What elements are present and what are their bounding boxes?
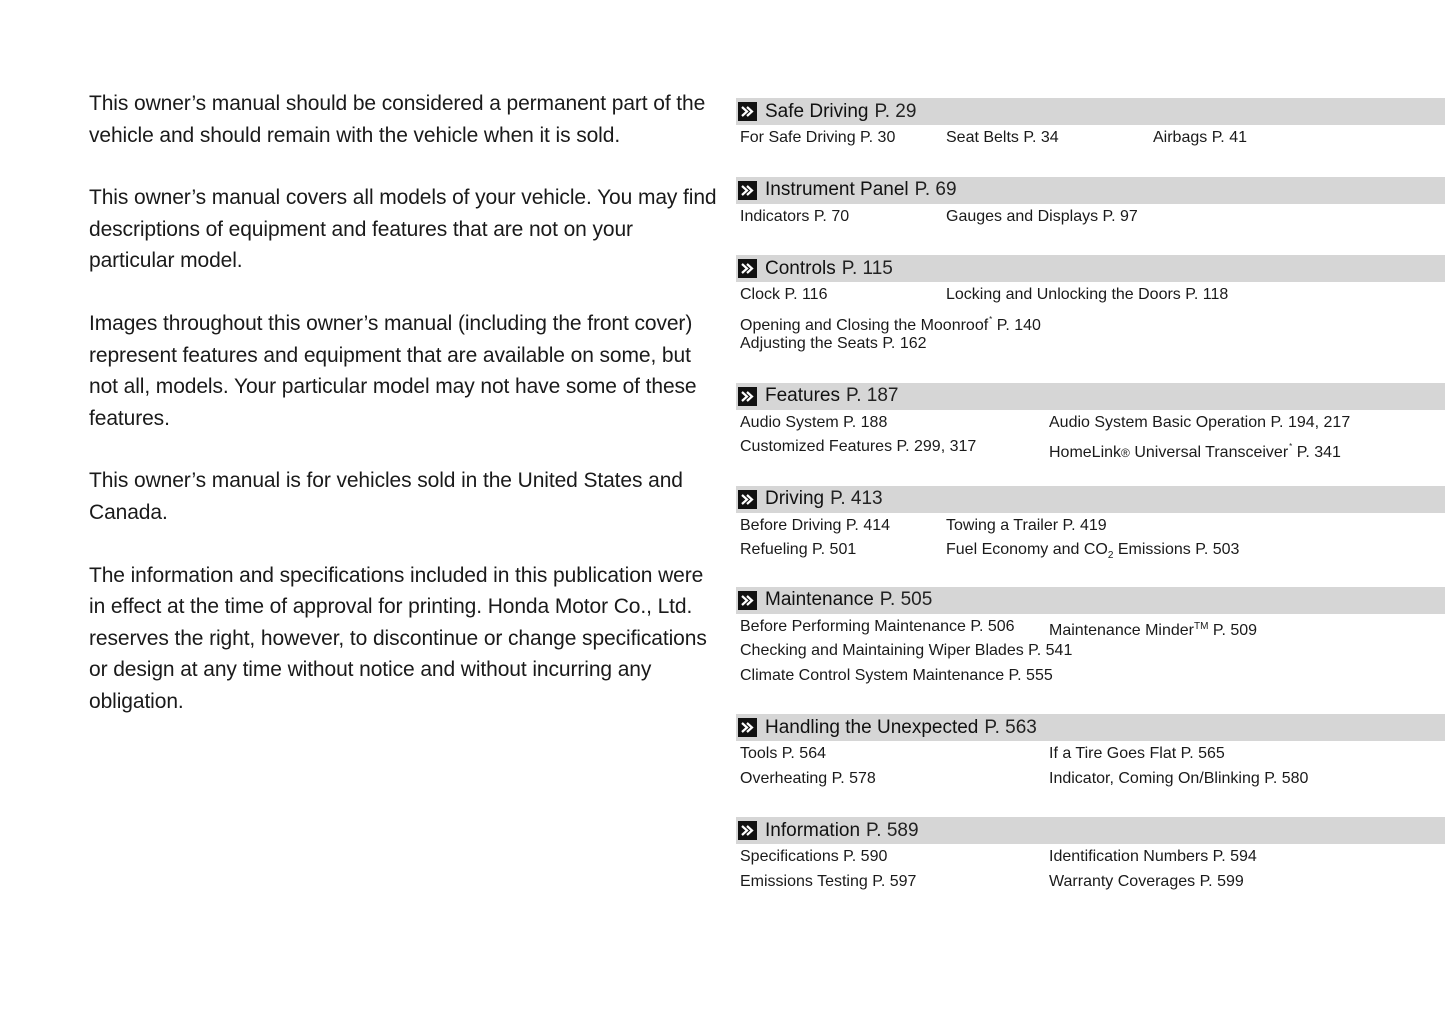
toc-link-text: Maintenance Minder [1049, 621, 1194, 639]
toc-section-features [736, 383, 1445, 460]
toc-link-text: HomeLink [1049, 444, 1122, 461]
toc-section-handling-the-unexpected [736, 714, 1445, 791]
toc-link-text: Universal Transceiver [1134, 444, 1289, 461]
toc-section-header[interactable] [736, 383, 1445, 410]
toc-link[interactable]: Gauges and Displays P. 97 [946, 207, 1138, 225]
toc-section-information [736, 817, 1445, 894]
toc-section-page: P. 413 [830, 488, 883, 509]
asterisk-mark: * [989, 314, 993, 324]
toc-link[interactable]: Customized Features P. 299, 317 [740, 438, 977, 455]
toc-link[interactable]: Warranty Coverages P. 599 [1049, 872, 1244, 890]
toc-link[interactable]: Airbags P. 41 [1153, 129, 1247, 146]
toc-section-header[interactable] [736, 817, 1445, 844]
arrow-right-box-icon [738, 102, 757, 121]
toc-section-header[interactable] [736, 714, 1445, 741]
toc-section-driving [736, 486, 1445, 563]
toc-link-page: Emissions P. 503 [1117, 541, 1240, 558]
toc-section-page: P. 187 [845, 385, 899, 406]
toc-section-title: Instrument Panel [765, 179, 909, 200]
trademark-mark: TM [1193, 620, 1209, 632]
toc-link[interactable]: Checking and Maintaining Wiper Blades P. 541 [740, 642, 1073, 659]
toc-section-page: P. 505 [879, 589, 933, 610]
quick-reference-toc [736, 98, 1445, 920]
toc-link-page: P. 341 [1296, 444, 1341, 461]
toc-link[interactable]: If a Tire Goes Flat P. 565 [1049, 745, 1225, 762]
intro-paragraph: Images throughout this owner’s manual (including the front cover) represent features and equipment that are available on some, but not all, models. Your particular model may not have some of these features. [89, 311, 697, 430]
toc-section-header[interactable] [736, 177, 1445, 204]
toc-link[interactable]: For Safe Driving P. 30 [740, 129, 896, 146]
arrow-right-box-icon [738, 387, 757, 406]
toc-section-maintenance [736, 587, 1445, 689]
toc-section-header[interactable] [736, 255, 1445, 282]
toc-link-page: P. 140 [996, 316, 1041, 334]
toc-section-title: Maintenance [765, 589, 874, 610]
toc-link[interactable] [946, 538, 1239, 569]
toc-link[interactable]: Audio System P. 188 [740, 413, 888, 431]
intro-paragraph: The information and specifications included in this publication were in effect at the time of approval for printing. Honda Motor Co., Ltd. reserves the right, however, to discontinue or change specifications or design at any time without notice and without incurring any obligation. [89, 563, 707, 713]
toc-section-title: Handling the Unexpected [765, 716, 979, 738]
toc-link[interactable]: Audio System Basic Operation P. 194, 217 [1049, 413, 1351, 431]
toc-section-header[interactable] [736, 98, 1445, 125]
toc-section-title: Information [765, 819, 861, 841]
toc-section-instrument-panel [736, 177, 1445, 230]
toc-link[interactable]: Towing a Trailer P. 419 [946, 516, 1107, 534]
toc-link[interactable]: Indicator, Coming On/Blinking P. 580 [1049, 769, 1309, 787]
toc-section-page: P. 589 [866, 819, 919, 841]
toc-link[interactable]: Specifications P. 590 [740, 848, 888, 865]
toc-link[interactable]: Adjusting the Seats P. 162 [740, 335, 927, 352]
toc-link[interactable]: Locking and Unlocking the Doors P. 118 [946, 286, 1229, 303]
toc-link[interactable]: Identification Numbers P. 594 [1049, 848, 1257, 865]
toc-section-page: P. 69 [914, 179, 957, 200]
toc-section-title: Features [765, 385, 840, 406]
toc-section-controls [736, 255, 1445, 357]
toc-link-page: P. 509 [1212, 621, 1258, 639]
arrow-right-box-icon [738, 821, 757, 840]
intro-paragraph: This owner’s manual is for vehicles sold in the United States and Canada. [89, 469, 683, 524]
toc-link[interactable]: Clock P. 116 [740, 286, 828, 303]
toc-section-page: P. 563 [984, 716, 1037, 738]
subscript-2: 2 [1107, 550, 1114, 561]
toc-link[interactable]: Seat Belts P. 34 [946, 129, 1059, 146]
toc-link[interactable]: Indicators P. 70 [740, 207, 850, 225]
toc-section-safe-driving [736, 98, 1445, 151]
intro-paragraph: This owner’s manual covers all models of your vehicle. You may find descriptions of equipment and features that are not on your particular model. [89, 186, 717, 273]
registered-mark: ® [1121, 446, 1130, 460]
toc-link[interactable]: Before Performing Maintenance P. 506 [740, 617, 1015, 635]
toc-link[interactable]: Overheating P. 578 [740, 769, 876, 787]
toc-link-text: Opening and Closing the Moonroof [740, 316, 989, 334]
toc-link[interactable]: Before Driving P. 414 [740, 516, 891, 534]
toc-section-title: Controls [765, 257, 836, 279]
arrow-right-box-icon [738, 718, 757, 737]
toc-link[interactable]: Refueling P. 501 [740, 541, 857, 558]
arrow-right-box-icon [738, 259, 757, 278]
arrow-right-box-icon [738, 181, 757, 200]
arrow-right-box-icon [738, 490, 757, 509]
toc-link[interactable]: Tools P. 564 [740, 745, 826, 762]
toc-link-text: Fuel Economy and CO [946, 541, 1108, 558]
intro-text [89, 88, 719, 749]
toc-link[interactable]: Climate Control System Maintenance P. 555 [740, 666, 1053, 684]
asterisk-mark: * [1289, 442, 1293, 451]
toc-section-header[interactable] [736, 587, 1445, 614]
toc-section-title: Safe Driving [765, 100, 869, 122]
arrow-right-box-icon [738, 591, 757, 610]
toc-link[interactable] [1049, 435, 1341, 466]
toc-link[interactable]: Emissions Testing P. 597 [740, 872, 917, 890]
toc-section-header[interactable] [736, 486, 1445, 513]
toc-section-title: Driving [765, 488, 825, 509]
intro-paragraph: This owner’s manual should be considered a permanent part of the vehicle and should remain with the vehicle when it is sold. [89, 92, 706, 147]
toc-section-page: P. 115 [841, 257, 893, 279]
toc-section-page: P. 29 [874, 100, 917, 122]
